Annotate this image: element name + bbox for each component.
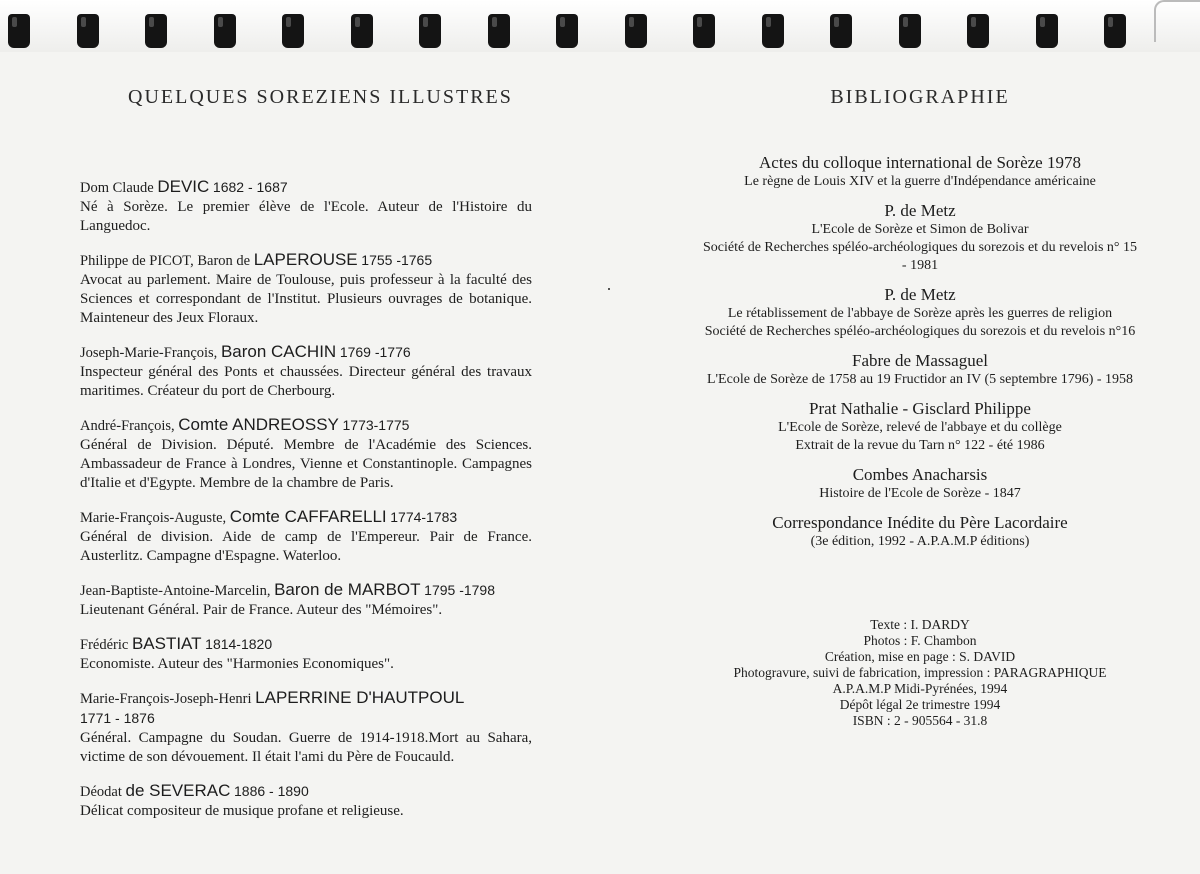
person-entry [80, 688, 532, 767]
bibliography-author: Combes Anacharsis [852, 465, 988, 484]
person-name: DEVIC [157, 177, 210, 196]
person-entry [80, 177, 532, 236]
bibliography-line: Extrait de la revue du Tarn n° 122 - été 1986 [795, 438, 1045, 453]
bibliography-line: L'Ecole de Sorèze de 1758 au 19 Fructidor an IV (5 septembre 1796) - 1958 [706, 372, 1134, 387]
person-description: Economiste. Auteur des "Harmonies Economiques". [80, 656, 394, 672]
bibliography-line: Société de Recherches spéléo-archéologiques du sorezois et du revelois n°16 [704, 324, 1136, 339]
person-entry [80, 580, 532, 620]
person-years: 1755 -1765 [361, 252, 433, 268]
binding-ring [899, 14, 921, 48]
person-years: 1795 -1798 [424, 582, 495, 598]
person-name: Baron de MARBOT [274, 580, 421, 599]
person-prefix: Marie-François-Joseph-Henri [80, 691, 252, 707]
credit-line: Photos : F. Chambon [863, 633, 977, 648]
person-description: Général de division. Aide de camp de l'Empereur. Pair de France. Austerlitz. Campagne d'Espagne. Waterloo. [80, 529, 532, 564]
person-entry [80, 507, 532, 566]
binding-ring [1036, 14, 1058, 48]
page-title-left: QUELQUES SOREZIENS ILLUSTRES [128, 86, 513, 108]
bibliography-author: Actes du colloque international de Sorèze 1978 [759, 153, 1081, 172]
bibliography-author: Prat Nathalie - Gisclard Philippe [809, 399, 1031, 418]
person-name: Comte CAFFARELLI [229, 507, 387, 526]
people-list [80, 177, 532, 821]
person-prefix: André-François, [80, 418, 175, 434]
binding-clip [1154, 0, 1200, 42]
person-entry [80, 342, 532, 401]
bibliography-author: P. de Metz [884, 201, 956, 220]
person-years: 1771 - 1876 [80, 710, 155, 726]
person-name: LAPERRINE D'HAUTPOUL [255, 688, 465, 707]
person-prefix: Jean-Baptiste-Antoine-Marcelin, [80, 583, 271, 599]
bibliography-line: L'Ecole de Sorèze et Simon de Bolivar [811, 222, 1029, 237]
bibliography-entry [700, 285, 1140, 341]
person-prefix: Dom Claude [80, 180, 154, 196]
person-prefix: Philippe de PICOT, Baron de [80, 253, 251, 269]
person-description: Général. Campagne du Soudan. Guerre de 1914-1918.Mort au Sahara, victime de son dévouement. Il était l'ami du Père de Foucauld. [80, 730, 532, 765]
credit-line: Texte : I. DARDY [870, 617, 970, 632]
binding-ring [282, 14, 304, 48]
bibliography-line: Le rétablissement de l'abbaye de Sorèze après les guerres de religion [727, 306, 1113, 321]
bibliography-entry [700, 153, 1140, 191]
person-years: 1886 - 1890 [234, 783, 309, 799]
person-name: LAPEROUSE [253, 250, 358, 269]
bibliography-line: Société de Recherches spéléo-archéologiques du sorezois et du revelois n° 15 - 1981 [702, 240, 1137, 273]
person-name: de SEVERAC [125, 781, 231, 800]
bibliography-list [700, 153, 1140, 551]
credit-line: Création, mise en page : S. DAVID [824, 649, 1016, 664]
credit-line: Dépôt légal 2e trimestre 1994 [839, 697, 1001, 712]
person-entry [80, 634, 532, 674]
person-description: Général de Division. Député. Membre de l'Académie des Sciences. Ambassadeur de France à Londres, Vienne et Constantinople. Campagnes d'Italie et d'Egypte. Membre de la chambre de Paris. [80, 437, 532, 491]
person-description: Délicat compositeur de musique profane et religieuse. [80, 803, 404, 819]
person-prefix: Frédéric [80, 637, 129, 653]
bibliography-entry [700, 351, 1140, 389]
person-description: Avocat au parlement. Maire de Toulouse, puis professeur à la faculté des Sciences et correspondant de l'Institut. Plusieurs ouvrages de botanique. Mainteneur des Jeux Floraux. [80, 272, 532, 326]
person-prefix: Déodat [80, 784, 122, 800]
binding-ring [556, 14, 578, 48]
person-years: 1814-1820 [205, 636, 273, 652]
person-name: BASTIAT [131, 634, 202, 653]
binding-ring [625, 14, 647, 48]
binding-ring [967, 14, 989, 48]
binding-ring [214, 14, 236, 48]
credit-line: ISBN : 2 - 905564 - 31.8 [852, 713, 988, 728]
person-description: Lieutenant Général. Pair de France. Auteur des "Mémoires". [80, 602, 443, 618]
person-entry [80, 250, 532, 328]
credit-line: Photogravure, suivi de fabrication, impression : PARAGRAPHIQUE [733, 665, 1107, 680]
person-description: Né à Sorèze. Le premier élève de l'Ecole. Auteur de l'Histoire du Languedoc. [80, 199, 532, 234]
credits-block [700, 617, 1140, 729]
binding-ring [145, 14, 167, 48]
person-entry [80, 415, 532, 493]
person-name: Baron CACHIN [220, 342, 337, 361]
bibliography-entry [700, 201, 1140, 275]
person-prefix: Joseph-Marie-François, [80, 345, 218, 361]
person-entry [80, 781, 532, 821]
person-description: Inspecteur général des Ponts et chaussées. Directeur général des travaux maritimes. Créateur du port de Cherbourg. [80, 364, 532, 399]
bibliography-line: Le règne de Louis XIV et la guerre d'Indépendance américaine [744, 174, 1096, 189]
person-years: 1769 -1776 [339, 344, 411, 360]
bibliography-entry [700, 513, 1140, 551]
bibliography-author: P. de Metz [884, 285, 956, 304]
binding-ring [77, 14, 99, 48]
binding-strip [0, 0, 1200, 52]
page-title-right: BIBLIOGRAPHIE [830, 86, 1010, 108]
bibliography-line: L'Ecole de Sorèze, relevé de l'abbaye et du collège [778, 420, 1062, 435]
credit-line: A.P.A.M.P Midi-Pyrénées, 1994 [832, 681, 1008, 696]
bibliography-entry [700, 399, 1140, 455]
person-years: 1773-1775 [342, 417, 410, 433]
binding-ring [488, 14, 510, 48]
binding-ring [693, 14, 715, 48]
binding-ring [762, 14, 784, 48]
right-page [700, 52, 1140, 729]
page-speck [608, 288, 610, 290]
binding-ring [351, 14, 373, 48]
binding-ring [8, 14, 30, 48]
bibliography-author: Fabre de Massaguel [852, 351, 988, 370]
binding-ring [1104, 14, 1126, 48]
bibliography-line: (3e édition, 1992 - A.P.A.M.P éditions) [810, 534, 1030, 549]
bibliography-entry [700, 465, 1140, 503]
spiral-binding [0, 0, 1200, 52]
person-name: Comte ANDREOSSY [178, 415, 339, 434]
left-page [80, 52, 532, 835]
bibliography-author: Correspondance Inédite du Père Lacordaire [772, 513, 1068, 532]
bibliography-line: Histoire de l'Ecole de Sorèze - 1847 [819, 486, 1021, 501]
binding-ring [419, 14, 441, 48]
person-years: 1682 - 1687 [212, 179, 288, 195]
binding-ring [830, 14, 852, 48]
person-years: 1774-1783 [390, 509, 458, 525]
person-prefix: Marie-François-Auguste, [80, 510, 227, 526]
